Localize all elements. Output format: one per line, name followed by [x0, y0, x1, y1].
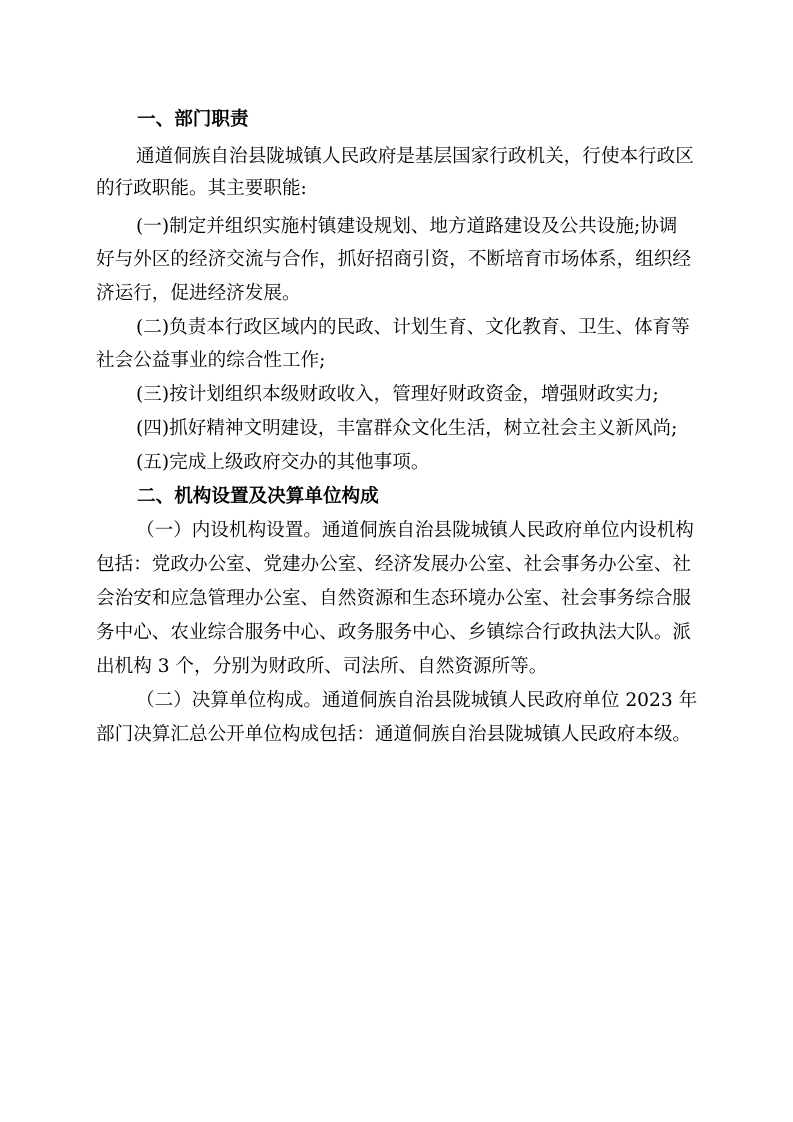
section-heading-organization: 二、机构设置及决算单位构成	[137, 486, 379, 507]
paragraph-line: 会治安和应急管理办公室、自然资源和生态环境办公室、社会事务综合服	[96, 588, 692, 609]
paragraph-line: 部门决算汇总公开单位构成包括：通道侗族自治县陇城镇人民政府本级。	[96, 724, 692, 745]
paragraph-line: 包括：党政办公室、党建办公室、经济发展办公室、社会事务办公室、社	[96, 554, 692, 575]
paragraph-line: (五)完成上级政府交办的其他事项。	[136, 452, 430, 473]
paragraph-line: （一）内设机构设置。通道侗族自治县陇城镇人民政府单位内设机构	[136, 520, 694, 541]
paragraph-line: 济运行，促进经济发展。	[96, 283, 301, 304]
paragraph-line: 出机构 3 个，分别为财政所、司法所、自然资源所等。	[96, 656, 548, 677]
section-heading-duties: 一、部门职责	[137, 109, 249, 130]
paragraph-line: （二）决算单位构成。通道侗族自治县陇城镇人民政府单位 2023 年	[136, 690, 698, 711]
paragraph-line: (三)按计划组织本级财政收入，管理好财政资金，增强财政实力;	[136, 384, 659, 405]
paragraph-line: (二)负责本行政区域内的民政、计划生育、文化教育、卫生、体育等	[136, 317, 690, 338]
paragraph-line: (一)制定并组织实施村镇建设规划、地方道路建设及公共设施;协调	[136, 216, 678, 237]
paragraph-line: 社会公益事业的综合性工作;	[96, 350, 326, 371]
paragraph-line: 务中心、农业综合服务中心、政务服务中心、乡镇综合行政执法大队。派	[96, 622, 692, 643]
paragraph-line: 通道侗族自治县陇城镇人民政府是基层国家行政机关，行使本行政区	[136, 146, 694, 167]
paragraph-line: (四)抓好精神文明建设，丰富群众文化生活，树立社会主义新风尚;	[136, 418, 678, 439]
paragraph-line: 好与外区的经济交流与合作，抓好招商引资，不断培育市场体系，组织经	[96, 249, 692, 270]
paragraph-line: 的行政职能。其主要职能:	[96, 178, 307, 199]
